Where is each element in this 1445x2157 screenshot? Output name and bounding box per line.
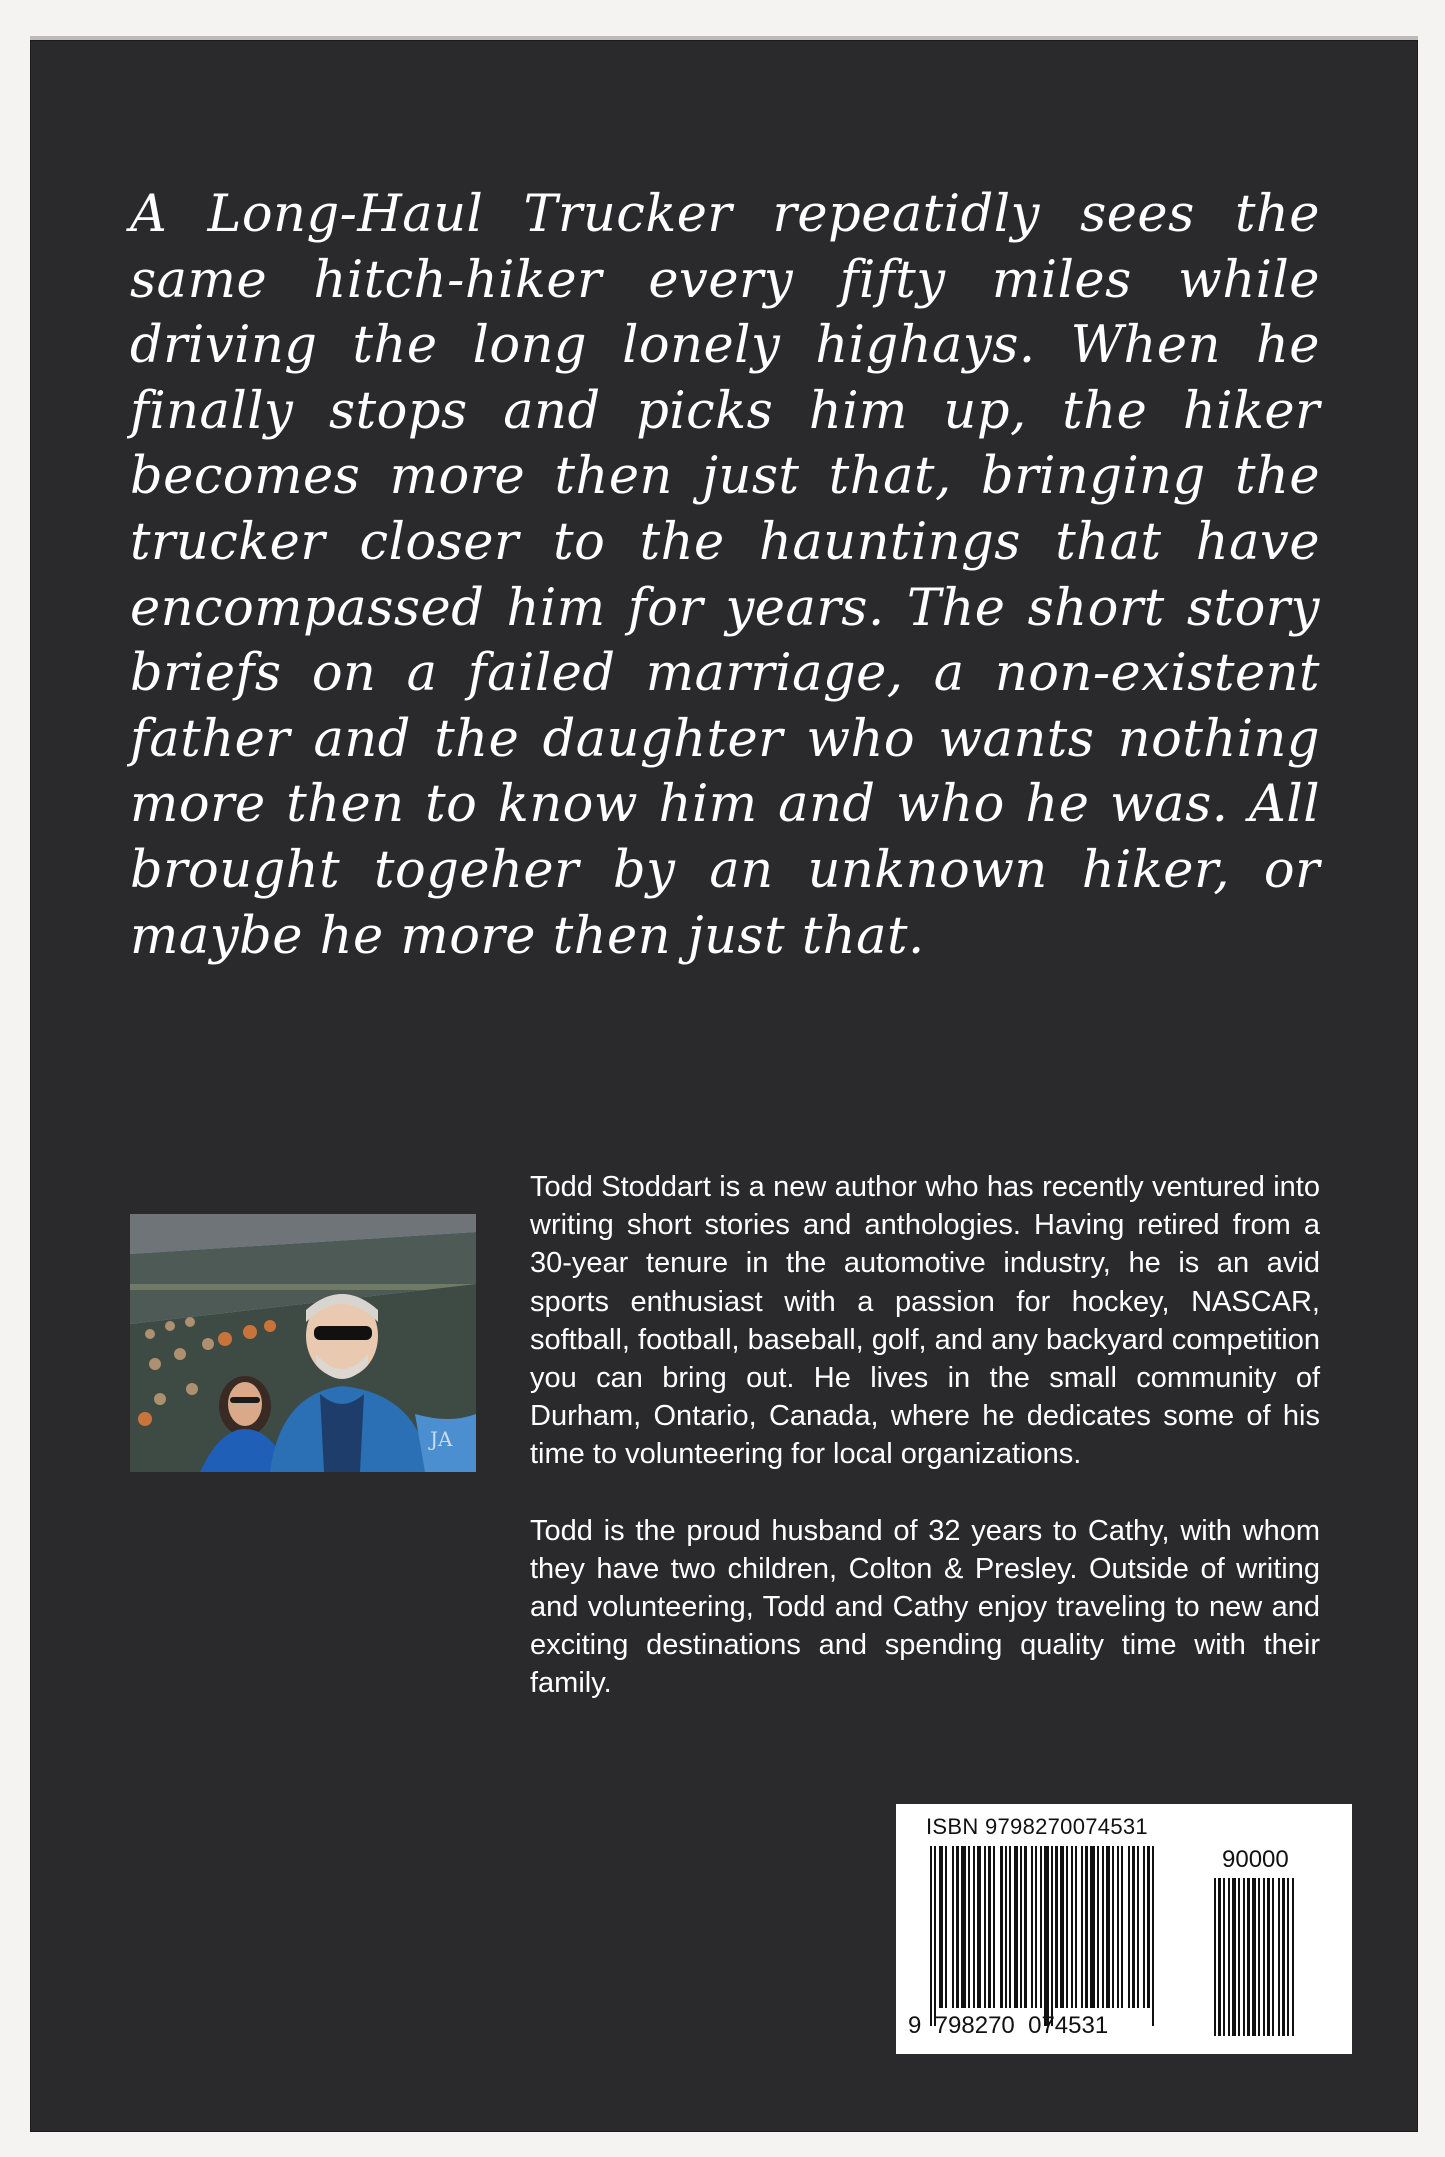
barcode-bars	[930, 1846, 1200, 2036]
price-code: 90000	[1222, 1846, 1289, 1873]
barcode-digits: 9 798270 074531	[908, 2012, 1109, 2039]
author-photo	[130, 1214, 476, 1472]
addon-barcode-bars	[1214, 1878, 1334, 2036]
author-bio-paragraph: Todd Stoddart is a new author who has recently ventured into writing short stories and anthologies. Having retired from a 30-year tenure in the automotive industry, he is an avid sports enthusiast with a passion for hockey, NASCAR, softball, football, baseball, golf, and any backyard competition you can bring out. He lives in the small community of Durham, Ontario, Canada, where he dedicates some of his time to volunteering for local organizations.	[530, 1171, 1320, 1471]
book-blurb: A Long-Haul Trucker repeatidly sees the same hitch-hiker every fifty miles while driving the long lonely highays. When he finally stops and picks him up, the hiker becomes more then just that, bringing the trucker closer to the hauntings that have encompassed him for years. The short story briefs on a failed marriage, a non-existent father and the daughter who wants nothing more then to know him and who he was. All brought togeher by an unknown hiker, or maybe he more then just that.	[130, 185, 1320, 966]
author-bio	[530, 1168, 1320, 1703]
svg-text:JA: JA	[430, 1427, 453, 1451]
isbn-label: ISBN 9798270074531	[926, 1814, 1148, 1839]
isbn-barcode	[896, 1804, 1352, 2054]
author-bio-paragraph: Todd is the proud husband of 32 years to Cathy, with whom they have two children, Colton & Presley. Outside of writing and volunteering, Todd and Cathy enjoy traveling to new and exciting destinations and spending quality time with their family.	[530, 1514, 1320, 1700]
